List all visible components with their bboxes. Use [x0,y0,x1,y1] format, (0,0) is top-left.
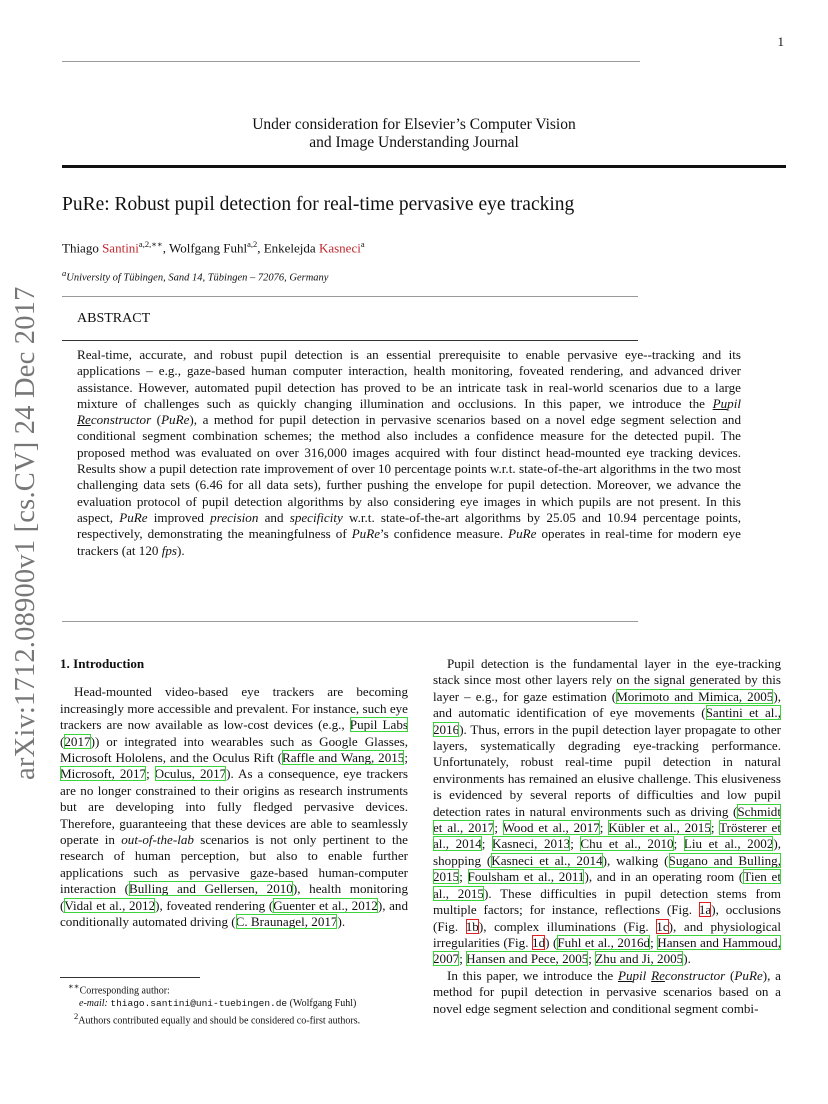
citation-link[interactable]: Tien et al., 2015 [433,869,781,901]
author-link[interactable]: Kasneci [318,240,361,256]
citation-link[interactable]: Guenter et al., 2012 [273,897,378,913]
citation-link[interactable]: Hansen and Hammoud, 2007 [433,934,781,967]
right-column [433,656,781,1017]
journal-header [0,116,828,152]
footnote-email: e-mail: thiago.santini@uni-tuebingen.de (Wolfgang Fuhl) [79,998,357,1010]
footnote-equal: $^2$Authors contributed equally and should be considered co-first authors. [74,1011,361,1027]
header-rule [62,61,640,62]
title-top-rule [62,165,786,168]
figure-link[interactable]: 1a [698,902,712,918]
section-heading: 1. Introduction [60,656,145,671]
figure-link[interactable]: 1c [656,918,669,934]
intro-column [60,656,408,931]
figure-link[interactable]: 1b [465,918,479,934]
citation-link[interactable]: Oculus, 2017 [154,766,227,782]
footnote-corresponding: ∗∗Corresponding author: [68,981,170,997]
citation-link[interactable]: C. Braunagel, 2017 [235,914,338,930]
citation-link[interactable]: Microsoft, 2017 [60,766,147,782]
intro-paragraph: Head-mounted video-based eye trackers are becoming increasingly more accessible and prevalent. For instance, such eye trackers are now available as low-cost devices (e.g., Pupil Labs (2017)) or integrated into wearables such as Google Glasses, Microsoft Hololens, and the Oculus Rift (Raffle and Wang, 2015; Microsoft, 2017; Oculus, 2017). As a consequence, eye trackers are no longer constrained to their origins as research instruments but are developing into fully fledged pervasive devices. Therefore, guaranteeing that these devices are able to seamlessly operate in out-of-the-lab scenarios is not only pertinent to the research of human perception, but also to enable further applications such as pervasive gaze-based human-computer interaction (Bulling and Gellersen, 2010), health monitoring (Vidal et al., 2012), foveated rendering (Guenter et al., 2012), and conditionally automated driving (C. Braunagel, 2017). [60,684,408,930]
journal-line-1: Under consideration for Elsevier’s Computer Vision [252,116,576,133]
author-link[interactable]: Santini [102,240,139,256]
author-sup: a,2,∗∗ [138,239,163,249]
journal-line-2: and Image Understanding Journal [309,134,519,151]
citation-link[interactable]: Vidal et al., 2012 [64,897,156,913]
citation-link[interactable]: Trösterer et al., 2014 [433,820,781,852]
citation-link[interactable]: Bulling and Gellersen, 2010 [129,881,293,897]
author-first: Wolfgang [169,240,224,256]
citation-link[interactable]: Liu et al., 2002 [683,836,774,852]
body-paragraph: In this paper, we introduce the Pupil Reconstructor (PuRe), a method for pupil detection in pervasive scenarios based on a novel edge segment selection and conditional segment combi- [433,967,781,1016]
page-number: 1 [777,34,784,49]
abstract-body: Real-time, accurate, and robust pupil detection is an essential prerequisite to enable pervasive eye--tracking and its applications – e.g., gaze-based human computer interaction, health monitoring, foveated rendering, and advanced driver assistance. However, automated pupil detection has proved to be an intricate task in real-world scenarios due to a large mixture of challenges such as quickly changing illumination and occlusions. In this paper, we introduce the Pupil Reconstructor (PuRe), a method for pupil detection in pervasive scenarios based on a novel edge segment selection and conditional segment combination schemes; the method also includes a confidence measure for the detected pupil. The proposed method was evaluated on over 316,000 images acquired with four distinct head-mounted eye tracking devices. Results show a pupil detection rate improvement of over 10 percentage points w.r.t. state-of-the-art algorithms in the two most challenging data sets (6.46 for all data sets), further pushing the envelope for pupil detection. Moreover, we advance the evaluation protocol of pupil detection algorithms by also considering eye images in which pupils are not present. In this aspect, PuRe improved precision and specificity w.r.t. state-of-the-art algorithms by 25.05 and 10.94 percentage points, respectively, demonstrating the meaningfulness of PuRe’s confidence measure. PuRe operates in real-time for modern eye trackers (at 120 fps). [77,347,742,558]
citation-link[interactable]: Fuhl et al., 2016d [557,934,651,950]
footnote-rule [60,977,200,978]
citation-link[interactable]: Zhu and Ji, 2005 [595,951,684,967]
citation-link[interactable]: Kübler et al., 2015 [608,820,711,836]
citation-link[interactable]: Schmidt et al., 2017 [433,803,781,836]
email-link[interactable]: thiago.santini@uni-tuebingen.de [110,998,288,1010]
citation-link[interactable]: Pupil Labs [349,717,408,733]
author-last: Fuhl [223,240,248,256]
abstract-heading: ABSTRACT [77,311,151,326]
citation-link[interactable]: Sugano and Bulling, 2015 [433,852,781,885]
citation-link[interactable]: Raffle and Wang, 2015 [282,750,405,766]
citation-link[interactable]: Wood et al., 2017 [502,820,600,836]
citation-link[interactable]: Kasneci et al., 2014 [491,852,603,868]
citation-link[interactable]: Foulsham et al., 2011 [467,869,585,885]
citation-link[interactable]: Chu et al., 2010 [580,836,674,852]
footnotes [60,980,410,1028]
abstract-heading-rule [62,340,638,341]
author-first: Thiago [62,240,103,256]
citation-link[interactable]: Kasneci, 2013 [491,836,571,852]
author-list: Thiago Santini$^{a,2,∗∗}$, Wolfgang Fuhl$^{a,2}$, Enkelejda Kasneci$^a$ [62,239,365,256]
abstract-bottom-rule [62,621,638,622]
arxiv-stamp: arXiv:1712.08900v1 [cs.CV] 24 Dec 2017 [10,286,41,780]
body-paragraph: Pupil detection is the fundamental layer in the eye-tracking stack since most other layers rely on the signal generated by this layer – e.g., for gaze estimation (Morimoto and Mimica, 2005), and automatic identification of eye movements (Santini et al., 2016). Thus, errors in the pupil detection layer propagate to other layers, systematically degrading eye-tracking performance. Unfortunately, robust real-time pupil detection in natural environments has remained an elusive challenge. This elusiveness is evidenced by several reports of difficulties and low pupil detection rates in natural environments such as driving (Schmidt et al., 2017; Wood et al., 2017; Kübler et al., 2015; Trösterer et al., 2014; Kasneci, 2013; Chu et al., 2010; Liu et al., 2002), shopping (Kasneci et al., 2014), walking (Sugano and Bulling, 2015; Foulsham et al., 2011), and in an operating room (Tien et al., 2015). These difficulties in pupil detection stems from multiple factors; for instance, reflections (Fig. 1a), occlusions (Fig. 1b), complex illuminations (Fig. 1c), and physiological irregularities (Fig. 1d) (Fuhl et al., 2016d; Hansen and Hammoud, 2007; Hansen and Pece, 2005; Zhu and Ji, 2005). [433,656,782,967]
citation-link[interactable]: 2017 [64,733,91,749]
citation-link[interactable]: Santini et al., 2016 [433,705,781,737]
abstract-top-rule [62,296,638,297]
author-sup: a [360,239,365,249]
citation-link[interactable]: Hansen and Pece, 2005 [466,951,589,967]
figure-link[interactable]: 1d [532,934,546,950]
author-sup: a,2 [247,239,258,249]
paper-title: PuRe: Robust pupil detection for real-time pervasive eye tracking [62,194,575,215]
affiliation: $^a$University of Tübingen, Sand 14, Tübingen – 72076, Germany [62,268,329,284]
author-first: Enkelejda [263,240,319,256]
citation-link[interactable]: Morimoto and Mimica, 2005 [616,688,774,704]
